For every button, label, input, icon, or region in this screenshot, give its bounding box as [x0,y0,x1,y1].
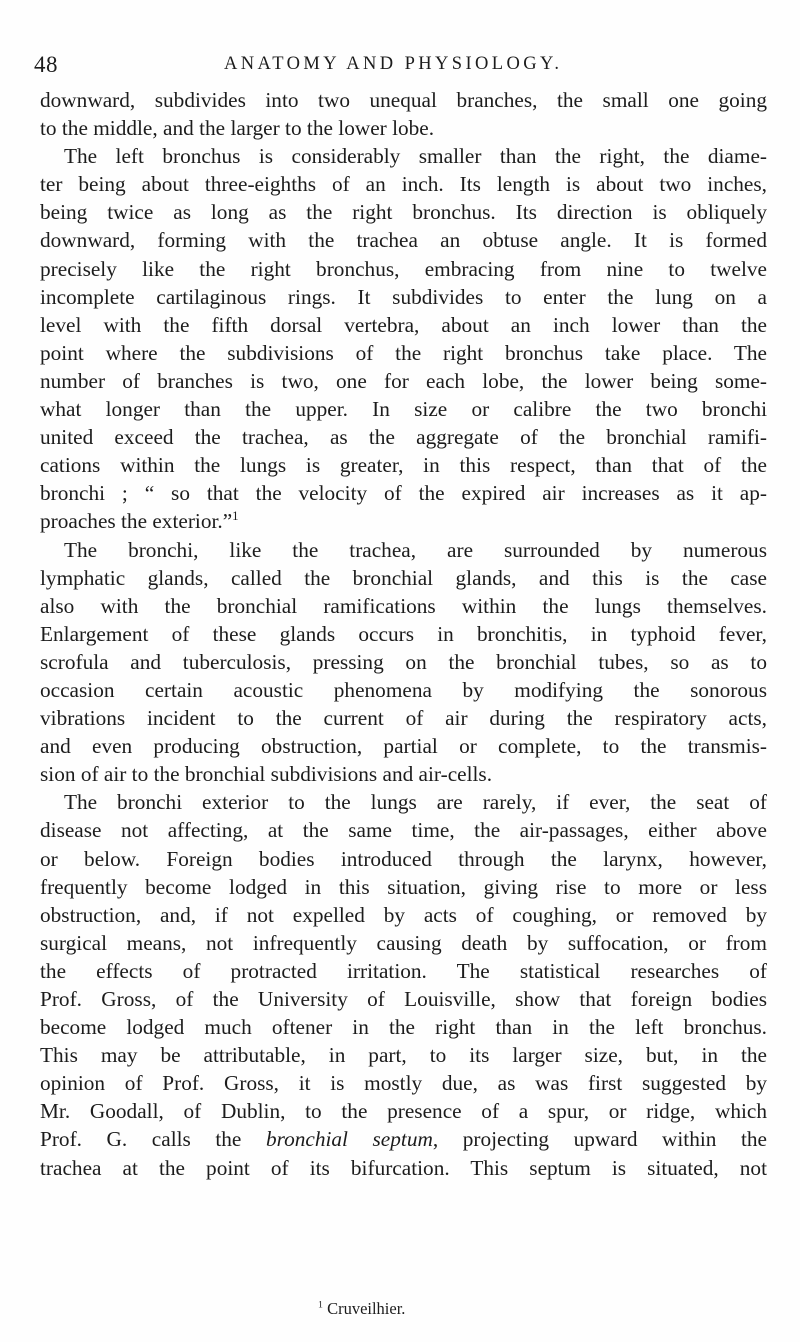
italic-term: bronchial septum [265,1127,433,1152]
text-line: obstruction, and, if not expelled by acts of coughing, or removed by [40,902,767,927]
text-line: downward, subdivides into two unequal branches, the small one going [40,88,767,112]
text-line: Enlargement of these glands occurs in bronchitis, in typhoid fever, [40,621,767,646]
text-line: ter being about three-eighths of an inch. Its length is about two inches, [40,172,767,197]
text-line: surgical means, not infrequently causing death by suffocation, or from [40,930,767,955]
text-line-content: , projecting upward within the [432,1127,767,1152]
text-line: disease not affecting, at the same time, the air-passages, either above [40,818,767,843]
text-line-content: proaches the exterior.” [40,509,233,534]
text-line: bronchi ; “ so that the velocity of the expired air increases as it ap- [40,481,767,506]
text-line: The bronchi, like the trachea, are surrounded by numerous [64,537,767,562]
text-line: number of branches is two, one for each lobe, the lower being some- [40,368,767,393]
text-line: what longer than the upper. In size or calibre the two bronchi [40,397,767,422]
text-line: downward, forming with the trachea an obtuse angle. It is formed [40,228,767,253]
text-line: The bronchi exterior to the lungs are rarely, if ever, the seat of [64,790,767,815]
text-line: scrofula and tuberculosis, pressing on the bronchial tubes, so as to [40,649,767,674]
text-line: lymphatic glands, called the bronchial glands, and this is the case [40,565,767,590]
text-line: vibrations incident to the current of air during the respiratory acts, [40,706,767,731]
text-line: This may be attributable, in part, to its larger size, but, in the [40,1043,767,1068]
text-line [40,507,767,535]
text-line: incomplete cartilaginous rings. It subdivides to enter the lung on a [40,284,767,309]
text-line: occasion certain acoustic phenomena by modifying the sonorous [40,677,767,702]
text-line: united exceed the trachea, as the aggregate of the bronchial ramifi- [40,425,767,450]
text-line: being twice as long as the right bronchus. Its direction is obliquely [40,200,767,225]
text-line: to the middle, and the larger to the lower lobe. [40,116,435,141]
body-text [40,86,767,1182]
footnote [318,1299,405,1319]
page-header [34,52,774,82]
text-line: Mr. Goodall, of Dublin, to the presence of a spur, or ridge, which [40,1099,767,1124]
text-line: the effects of protracted irritation. The statistical researches of [40,958,767,983]
text-line: point where the subdivisions of the right bronchus take place. The [40,340,767,365]
text-line: level with the fifth dorsal vertebra, about an inch lower than the [40,312,767,337]
running-title: ANATOMY AND PHYSIOLOGY. [224,54,563,74]
text-line: or below. Foreign bodies introduced through the larynx, however, [40,846,767,871]
text-line: trachea at the point of its bifurcation. This septum is situated, not [40,1155,767,1180]
text-line [40,1125,767,1153]
text-line: frequently become lodged in this situation, giving rise to more or less [40,874,767,899]
text-line: opinion of Prof. Gross, it is mostly due, as was first suggested by [40,1071,767,1096]
text-line: also with the bronchial ramifications within the lungs themselves. [40,593,767,618]
text-line: precisely like the right bronchus, embracing from nine to twelve [40,256,767,281]
footnote-text: Cruveilhier. [322,1299,406,1318]
page-number: 48 [34,52,58,77]
footnote-marker: 1 [318,1299,323,1311]
text-line: sion of air to the bronchial subdivisions and air-cells. [40,762,493,787]
text-line-content: Prof. G. calls the [40,1127,266,1152]
text-line: Prof. Gross, of the University of Louisville, show that foreign bodies [40,987,767,1011]
text-line: cations within the lungs is greater, in this respect, than that of the [40,453,767,478]
text-line: The left bronchus is considerably smaller than the right, the diame- [64,144,767,169]
text-line: and even producing obstruction, partial or complete, to the transmis- [40,734,767,759]
text-line: become lodged much oftener in the right than in the left bronchus. [40,1015,767,1040]
footnote-reference: 1 [232,509,239,524]
